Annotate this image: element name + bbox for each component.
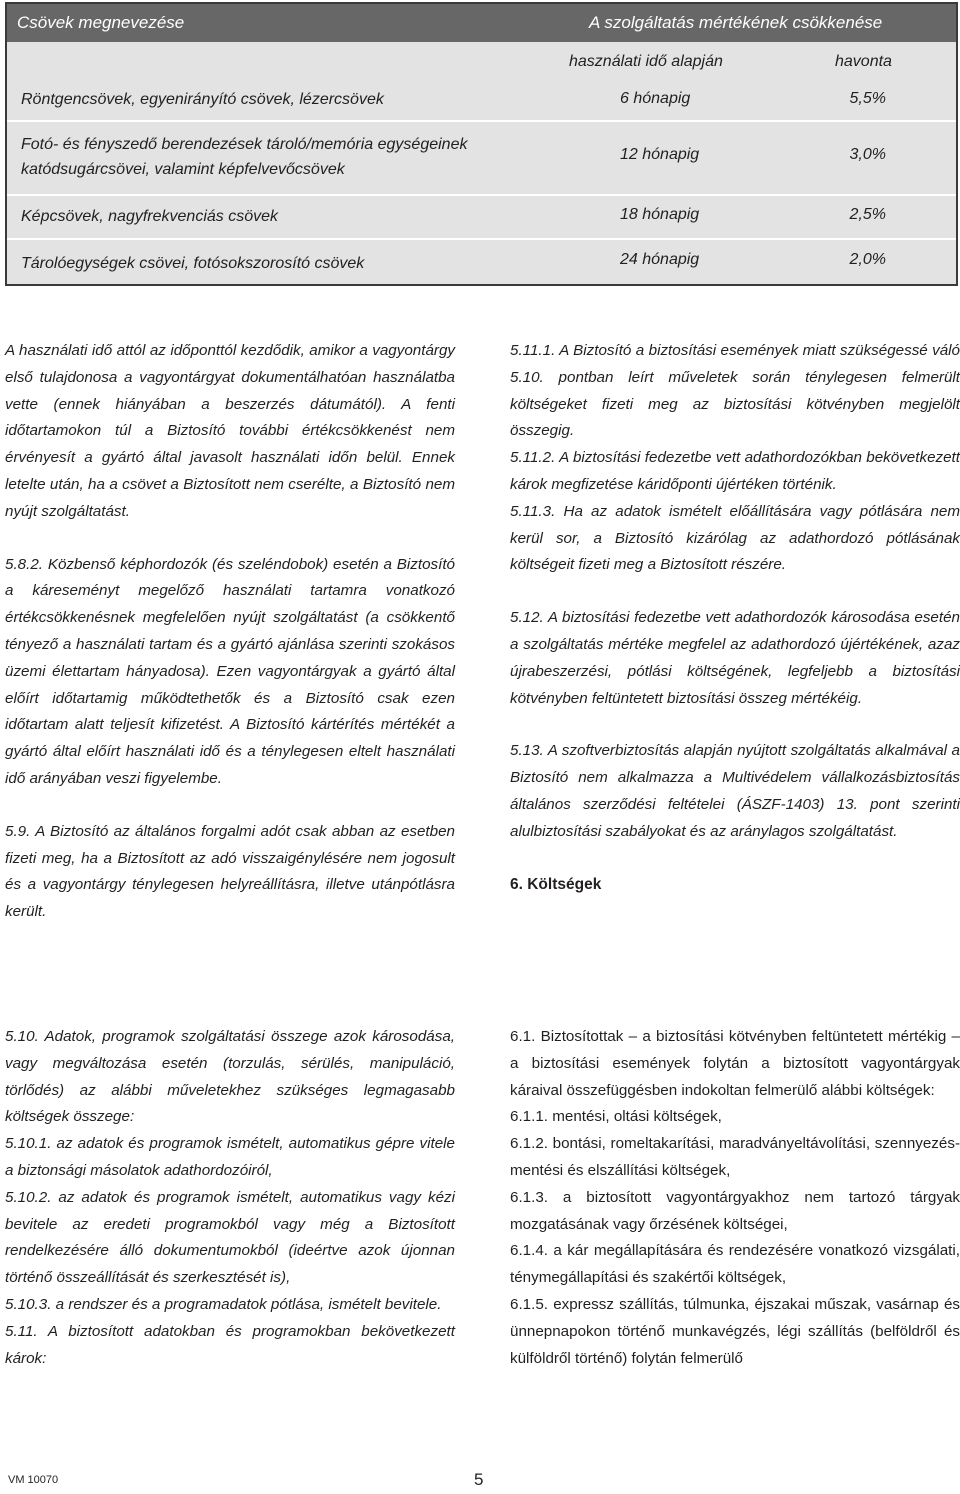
paragraph-usage-time: A használati idő attól az időponttól kezdődik, amikor a vagyontárgy első tulajdonosa a vagyontárgyat dokumentálhatóan használatba vette (ennek hiányában a beszerzés dátumától). A fenti időtartamokon túl a Biztosító további értékcsökkenést nem érvényesít a gyártó által javasolt használati időn belül. Ennek letelte után, ha a csövet a Biztosított nem cserélte, a Biztosító nem nyújt szolgáltatást. [5, 342, 455, 520]
row-tube-name-line1: Fotó- és fényszedő berendezések tároló/memória egységeinek [21, 136, 468, 153]
paragraph-5-9: 5.9. A Biztosító az általános forgalmi adót csak abban az esetben fizeti meg, ha a Biztosított az adó visszaigénylésére nem jogosult és a vagyontárgy ténylegesen helyreállításra, illetve utánpótlásra került. [5, 822, 455, 921]
paragraph-6-1-1: 6.1.1. mentési, oltási költségek, [510, 1108, 722, 1126]
paragraph-5-10: 5.10. Adatok, programok szolgáltatási összege azok károsodása, vagy megváltozása esetén (torzulás, sérülés, manipuláció, törlődés) az alábbi műveletekhez szükséges legmagasabb költségek összege: [5, 1028, 455, 1126]
paragraph-5-10-2: 5.10.2. az adatok és programok ismételt, automatikus vagy kézi bevitele az eredeti programokból vagy még a Biztosított rendelkezésére álló dokumentumokból (ideértve azok újonnan történő összeállítását és szerkesztését is), [5, 1188, 455, 1287]
paragraph-5-10-3: 5.10.3. a rendszer és a programadatok pótlása, ismételt bevitele. [5, 1295, 442, 1313]
paragraph-6-1-2: 6.1.2. bontási, romeltakarítási, maradványeltávolítási, szennyezés-mentési és elszállítási költségek, [510, 1135, 960, 1179]
paragraph-6-1-5: 6.1.5. expressz szállítás, túlmunka, éjszakai műszak, vasárnap és ünnepnapokon történő munkavégzés, légi szállítás (belföldről és külföldről történő) folytán felmerülő [510, 1295, 960, 1367]
paragraph-5-10-1: 5.10.1. az adatok és programok ismételt, automatikus gépre vitele a biztonsági másolatok adathordozóiról, [5, 1135, 455, 1179]
row-period: 18 hónapig [620, 206, 700, 223]
table-header [7, 4, 956, 42]
left-column-bottom [5, 1024, 455, 1372]
paragraph-5-11-1: 5.11.1. A Biztosító a biztosítási események miatt szükségessé váló 5.10. pontban leírt műveletek során ténylegesen felmerült költségeket fizeti meg az biztosítási kötvényben megjelölt összegig. [510, 342, 960, 440]
left-column-top [5, 338, 455, 926]
paragraph-5-11: 5.11. A biztosított adatokban és programokban bekövetkezett károk: [5, 1322, 455, 1367]
paragraph-5-13: 5.13. A szoftverbiztosítás alapján nyújtott szolgáltatás alkalmával a Biztosító nem alkalmazza a Multivédelem vállalkozásbiztosítás általános szerződési feltételei (ÁSZF-1403) 13. pont szerinti alulbiztosítási szabályokat és az aránylagos szolgáltatást. [510, 742, 960, 840]
document-code: VM 10070 [8, 1474, 59, 1486]
row-tube-name-line2: katódsugárcsövei, valamint képfelvevőcsövek [21, 161, 345, 178]
paragraph-5-11-3: 5.11.3. Ha az adatok ismételt előállítására vagy pótlására nem kerül sor, a Biztosító kizárólag az adathordozó pótlásának költségeit fizeti meg a Biztosított részére. [510, 502, 960, 574]
table-row [7, 238, 956, 286]
paragraph-5-11-2: 5.11.2. A biztosítási fedezetbe vett adathordozókban bekövetkezett károk megfizetése káridőponti újértéken történik. [510, 449, 960, 493]
right-column-bottom [510, 1024, 960, 1372]
row-period: 24 hónapig [620, 251, 700, 268]
paragraph-6-1-4: 6.1.4. a kár megállapítására és rendezésére vonatkozó vizsgálati, ténymegállapítási és szakértői költségek, [510, 1242, 960, 1287]
paragraph-6-1-3: 6.1.3. a biztosított vagyontárgyakhoz nem tartozó tárgyak mozgatásának vagy őrzésének költségei, [510, 1188, 960, 1233]
paragraph-5-12: 5.12. A biztosítási fedezetbe vett adathordozók károsodása esetén a szolgáltatás mértéke megfelel az adathordozó újértékének, azaz újrabeszerzési, pótlási költségének, legfeljebb a biztosítási kötvényben feltüntetett biztosítási összeg mértékéig. [510, 609, 960, 707]
table-row [7, 120, 956, 194]
depreciation-table [5, 2, 958, 286]
row-period: 6 hónapig [620, 90, 691, 107]
right-column-top [510, 338, 960, 898]
section-heading-costs: 6. Költségek [510, 875, 602, 893]
table-row [7, 194, 956, 238]
row-period: 12 hónapig [620, 146, 700, 163]
table-subheader [7, 42, 956, 80]
row-rate: 2,5% [849, 206, 886, 223]
paragraph-6-1: 6.1. Biztosítottak – a biztosítási kötvényben feltüntetett mértékig – a biztosítási események folytán a biztosított vagyontárgyak káraival összefüggésben indokoltan felmerülő alábbi költségek: [510, 1028, 960, 1099]
row-tube-name [21, 132, 467, 182]
row-rate: 2,0% [849, 251, 886, 268]
header-service-reduction: A szolgáltatás mértékének csökkenése [589, 13, 883, 32]
row-tube-name: Képcsövek, nagyfrekvenciás csövek [21, 208, 279, 225]
header-tube-name: Csövek megnevezése [17, 13, 185, 32]
table-row [7, 80, 956, 120]
row-tube-name: Tárolóegységek csövei, fotósokszorosító csövek [21, 255, 365, 272]
row-rate: 5,5% [849, 90, 886, 107]
subheader-usage-time: használati idő alapján [569, 53, 723, 70]
paragraph-5-8-2: 5.8.2. Közbenső képhordozók (és szeléndobok) esetén a Biztosító a káreseményt megelőző használati tartamra vonatkozó értékcsökkenésnek megfelelően nyújt szolgáltatást (a csökkentő tényező a használati tartam és a gyártó ajánlása szerinti szokásos üzemi élettartam hányadosa). Ezen vagyontárgyak a gyártó által előírt időtartamig működtethetők és a Biztosító csak ezen időtartam alatt teljesít kifizetést. A Biztosító kártérítés mértékét a gyártó által előírt használati idő és a ténylegesen eltelt használati idő arányában veszi figyelembe. [5, 555, 455, 787]
row-rate: 3,0% [849, 146, 886, 163]
page-number: 5 [474, 1470, 484, 1489]
subheader-monthly: havonta [835, 53, 892, 70]
row-tube-name: Röntgencsövek, egyenirányító csövek, lézercsövek [21, 91, 384, 108]
